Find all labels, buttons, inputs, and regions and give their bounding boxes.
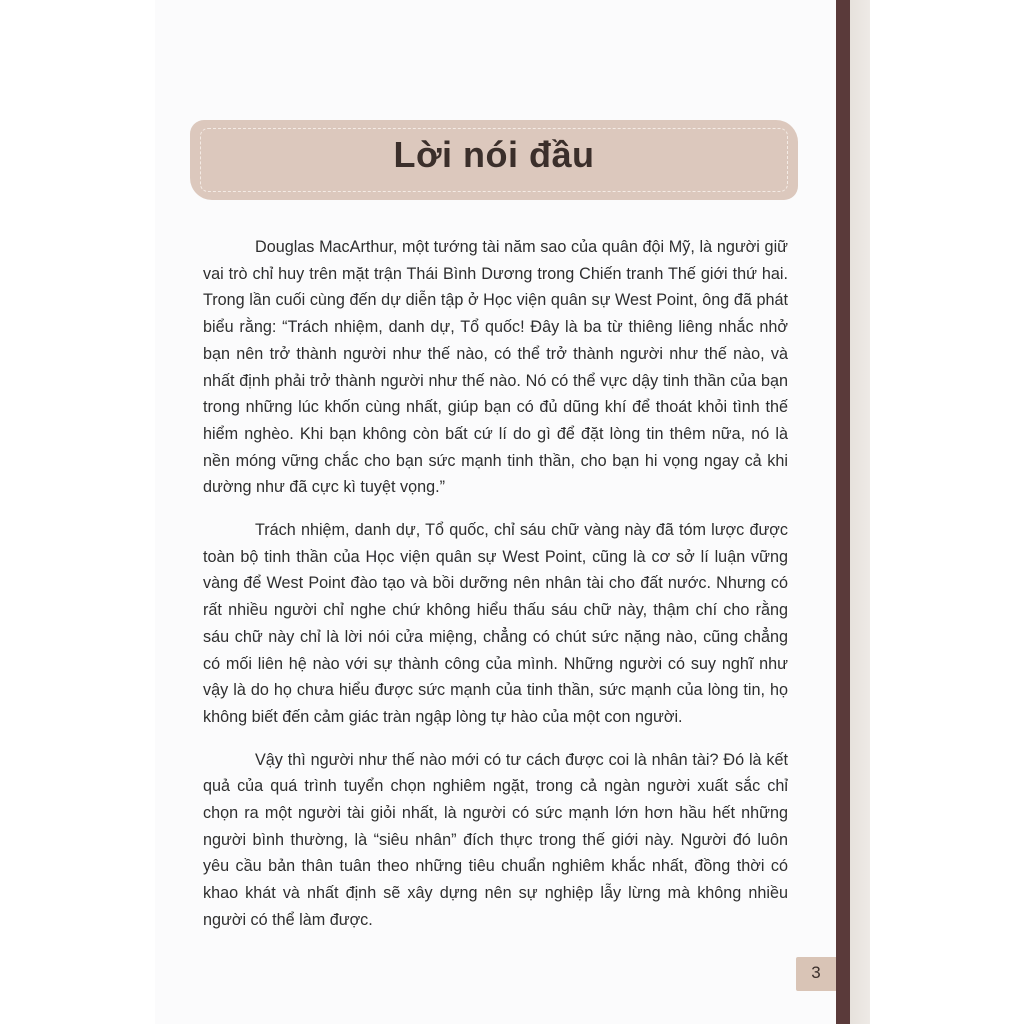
paragraph-1: Douglas MacArthur, một tướng tài năm sao của quân đội Mỹ, là người giữ vai trò chỉ huy trên mặt trận Thái Bình Dương trong Chiến tranh Thế giới thứ hai. Trong lần cuối cùng đến dự diễn tập ở Học viện quân sự West Point, ông đã phát biểu rằng: “Trách nhiệm, danh dự, Tổ quốc! Đây là ba từ thiêng liêng nhắc nhở bạn nên trở thành người như thế nào, có thể trở thành người như thế nào, và nhất định phải trở thành người như thế nào. Nó có thể vực dậy tinh thần của bạn trong những lúc khốn cùng nhất, giúp bạn có đủ dũng khí để thoát khỏi tình thế hiểm nghèo. Khi bạn không còn bất cứ lí do gì để đặt lòng tin thêm nữa, nó là nền móng vững chắc cho bạn sức mạnh tinh thần, cho bạn hi vọng ngay cả khi dường như đã cực kì tuyệt vọng.” [203,238,788,497]
page-number-tab [796,957,836,991]
page-number: 3 [811,963,821,982]
chapter-title: Lời nói đầu [393,134,595,175]
body-text [203,234,788,950]
page-edge [850,0,870,1024]
paragraph-2: Trách nhiệm, danh dự, Tổ quốc, chỉ sáu chữ vàng này đã tóm lược được toàn bộ tinh thần của Học viện quân sự West Point, cũng là cơ sở lí luận vững vàng để West Point đào tạo và bồi dưỡng nên nhân tài cho đất nước. Nhưng có rất nhiều người chỉ nghe chứ không hiểu thấu sáu chữ này, thậm chí cho rằng sáu chữ này chỉ là lời nói cửa miệng, chẳng có chút sức nặng nào, cũng chẳng có mối liên hệ nào với sự thành công của mình. Những người có suy nghĩ như vậy là do họ chưa hiểu được sức mạnh của tinh thần, sức mạnh của lòng tin, họ không biết đến cảm giác tràn ngập lòng tự hào của một con người. [203,521,788,726]
chapter-title-band [190,120,798,200]
paragraph-3: Vậy thì người như thế nào mới có tư cách được coi là nhân tài? Đó là kết quả của quá trình tuyển chọn nghiêm ngặt, trong cả ngàn người xuất sắc chỉ chọn ra một người tài giỏi nhất, là người có sức mạnh lớn hơn hầu hết những người bình thường, là “siêu nhân” đích thực trong thế giới này. Người đó luôn yêu cầu bản thân tuân theo những tiêu chuẩn nghiêm khắc nhất, đồng thời có khao khát và nhất định sẽ xây dựng nên sự nghiệp lẫy lừng mà không nhiều người có thể làm được. [203,750,788,929]
book-spine [836,0,850,1024]
